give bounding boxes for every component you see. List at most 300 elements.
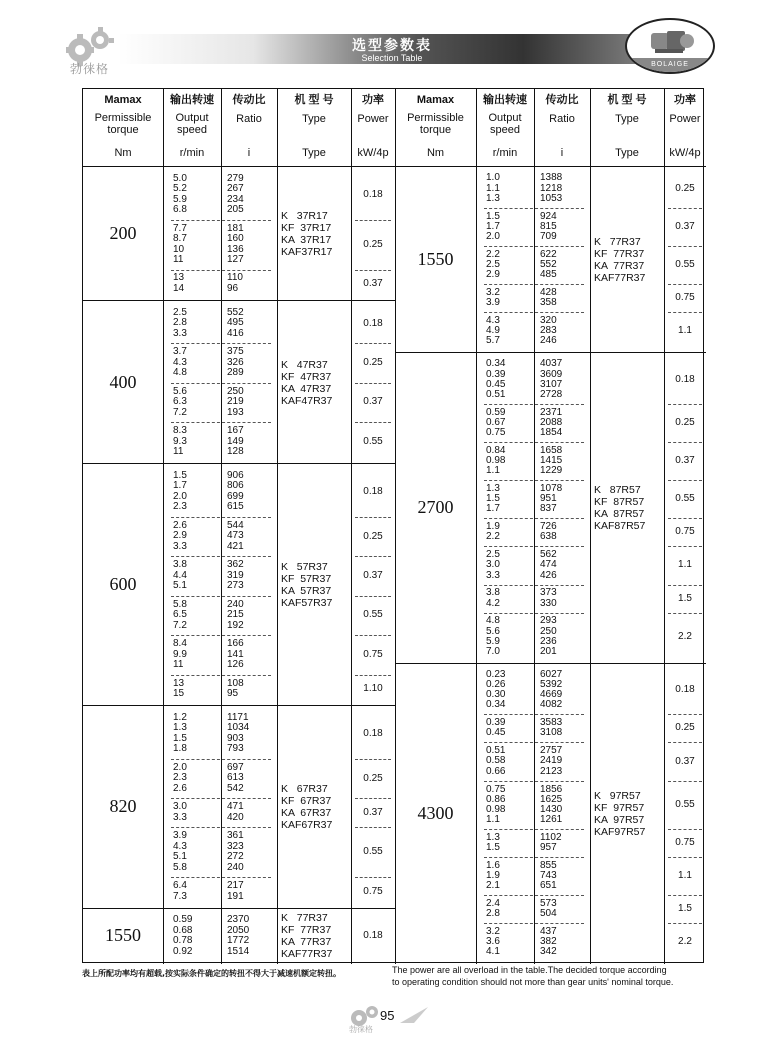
speed-value: 2.9 <box>173 530 187 542</box>
power-value: 2.2 <box>678 936 692 948</box>
type-name: KF 77R37 <box>281 924 332 937</box>
left-torque-block-1550 <box>83 909 395 964</box>
speed-value: 3.8 <box>486 587 500 599</box>
speed-value: 6.5 <box>173 609 187 621</box>
header-torque-line3: Nm <box>114 147 132 159</box>
power-value: 0.37 <box>675 220 695 232</box>
power-value: 1.5 <box>678 592 692 604</box>
type-name: KF 97R57 <box>594 801 645 814</box>
speed-value: 0.59 <box>486 406 506 418</box>
speed-value: 8.7 <box>173 233 187 245</box>
ratio-value: 126 <box>227 659 244 671</box>
header-power-line2: Power <box>669 113 701 125</box>
type-name: K 77R37 <box>281 912 328 925</box>
header-type-line1: 机 型 号 <box>294 94 334 106</box>
ratio-value: 726 <box>540 521 557 533</box>
power-group <box>83 635 395 674</box>
speed-value: 4.4 <box>173 569 187 581</box>
ratio-value: 215 <box>227 609 244 621</box>
ratio-value: 323 <box>227 840 244 852</box>
ratio-value: 3108 <box>540 727 563 739</box>
torque-value: 2700 <box>417 497 454 518</box>
header-power-line3: kW/4p <box>357 147 389 159</box>
type-name: KF 57R37 <box>281 573 332 586</box>
power-value: 0.55 <box>363 846 383 858</box>
speed-value: 5.6 <box>486 625 500 637</box>
ratio-value: 342 <box>540 946 557 958</box>
power-group <box>395 585 706 613</box>
speed-value: 0.34 <box>486 699 506 711</box>
header-speed-line3: r/min <box>492 147 518 159</box>
header-speed-line2: Output speed <box>488 112 522 136</box>
power-value: 0.18 <box>363 485 383 497</box>
ratio-value: 95 <box>227 688 239 700</box>
power-group <box>83 877 395 906</box>
speed-value: 1.6 <box>486 859 500 871</box>
torque-value: 600 <box>109 574 137 595</box>
power-group <box>395 284 706 312</box>
ratio-value: 2757 <box>540 745 563 757</box>
speed-value: 10 <box>173 243 185 255</box>
power-group <box>395 518 706 546</box>
ratio-value: 382 <box>540 936 557 948</box>
power-value: 0.55 <box>363 609 383 621</box>
speed-value: 5.8 <box>173 598 187 610</box>
ratio-value: 743 <box>540 870 557 882</box>
ratio-value: 615 <box>227 501 244 513</box>
speed-value: 1.5 <box>173 469 187 481</box>
type-name: KAF77R37 <box>594 271 646 284</box>
header-torque-line1: Mamax <box>104 94 142 106</box>
ratio-value: 552 <box>540 258 557 270</box>
type-name: KF 37R17 <box>281 222 332 235</box>
ratio-value: 141 <box>227 648 244 660</box>
brand-badge <box>625 18 715 74</box>
speed-value: 0.67 <box>486 416 506 428</box>
type-name: KF 47R37 <box>281 370 332 383</box>
power-value: 0.55 <box>675 493 695 505</box>
speed-value: 13 <box>173 677 185 689</box>
speed-value: 0.26 <box>486 679 506 691</box>
speed-value: 2.2 <box>486 248 500 260</box>
power-group <box>395 742 706 780</box>
power-value: 0.37 <box>363 569 383 581</box>
speed-value: 11 <box>173 659 184 671</box>
title-chinese: 选型参数表 <box>352 38 432 54</box>
header-torque-line1: Mamax <box>416 94 455 106</box>
ratio-value: 319 <box>227 569 244 581</box>
torque-value: 820 <box>109 796 137 817</box>
speed-value: 2.9 <box>486 269 500 281</box>
power-value: 0.25 <box>363 238 383 250</box>
header-type-line3: Type <box>615 147 639 159</box>
ratio-value: 2371 <box>540 406 563 418</box>
page-number: 95 <box>380 1008 395 1023</box>
type-name: KAF97R57 <box>594 825 646 838</box>
ratio-value: 906 <box>227 469 244 481</box>
speed-value: 1.2 <box>173 711 187 723</box>
power-group <box>83 911 395 961</box>
ratio-value: 201 <box>540 645 557 657</box>
type-name: KAF87R57 <box>594 520 646 533</box>
speed-value: 0.58 <box>486 755 506 767</box>
ratio-value: 1388 <box>540 172 563 184</box>
power-group <box>83 827 395 877</box>
speed-value: 3.2 <box>486 926 500 938</box>
power-value: 2.2 <box>678 630 692 642</box>
speed-value: 3.0 <box>486 559 500 571</box>
speed-value: 1.9 <box>486 870 500 882</box>
speed-value: 0.66 <box>486 765 506 777</box>
ratio-value: 426 <box>540 569 557 581</box>
speed-value: 2.0 <box>173 490 187 502</box>
ratio-value: 205 <box>227 204 244 216</box>
left-torque-block-400 <box>83 301 395 464</box>
power-group <box>395 404 706 442</box>
speed-value: 8.3 <box>173 425 187 437</box>
speed-value: 5.0 <box>173 172 187 184</box>
type-name: KA 87R57 <box>594 508 645 521</box>
ratio-value: 420 <box>227 811 244 823</box>
speed-value: 1.9 <box>486 521 500 533</box>
speed-value: 1.3 <box>486 192 500 204</box>
power-group <box>83 759 395 798</box>
ratio-value: 110 <box>227 272 243 284</box>
speed-value: 0.39 <box>486 717 506 729</box>
power-value: 1.1 <box>678 559 692 571</box>
speed-value: 7.2 <box>173 406 187 418</box>
power-group <box>395 666 706 714</box>
power-value: 1.1 <box>678 325 692 337</box>
ratio-value: 283 <box>540 325 557 337</box>
speed-value: 2.0 <box>173 761 187 773</box>
speed-value: 2.8 <box>486 908 500 920</box>
speed-value: 8.4 <box>173 638 187 650</box>
speed-value: 4.8 <box>486 615 500 627</box>
power-value: 0.55 <box>363 435 383 447</box>
speed-value: 1.5 <box>486 210 500 222</box>
power-group <box>83 798 395 827</box>
power-value: 0.37 <box>363 806 383 818</box>
power-group <box>395 613 706 661</box>
power-group <box>395 895 706 923</box>
power-group <box>395 546 706 584</box>
ratio-value: 240 <box>227 861 244 873</box>
speed-value: 1.7 <box>486 503 500 515</box>
ratio-value: 1078 <box>540 483 563 495</box>
ratio-value: 4082 <box>540 699 563 711</box>
power-group <box>83 383 395 422</box>
speed-value: 2.2 <box>486 531 500 543</box>
ratio-value: 2728 <box>540 388 563 400</box>
speed-value: 1.1 <box>486 813 500 825</box>
ratio-value: 167 <box>227 425 244 437</box>
power-value: 0.18 <box>675 684 695 696</box>
speed-value: 0.30 <box>486 689 506 701</box>
note-english-line1: The power are all overload in the table.The decided torque according <box>392 965 667 975</box>
power-value: 0.25 <box>675 182 695 194</box>
ratio-value: 709 <box>540 230 557 242</box>
power-group <box>395 781 706 829</box>
ratio-value: 1034 <box>227 722 250 734</box>
title-english: Selection Table <box>361 53 423 63</box>
speed-value: 3.9 <box>173 830 187 842</box>
ratio-value: 1658 <box>540 444 563 456</box>
ratio-value: 236 <box>540 635 557 647</box>
note-english-line2: to operating condition should not more than gear units' nominal torque. <box>392 977 674 987</box>
ratio-value: 473 <box>227 530 244 542</box>
ratio-value: 267 <box>227 183 244 195</box>
speed-value: 6.3 <box>173 396 187 408</box>
header-speed-line2: Output speed <box>175 112 209 136</box>
power-value: 0.18 <box>363 188 383 200</box>
ratio-value: 293 <box>540 615 557 627</box>
speed-value: 1.5 <box>486 493 500 505</box>
ratio-value: 128 <box>227 446 244 458</box>
power-value: 0.18 <box>675 373 695 385</box>
speed-value: 0.59 <box>173 914 193 926</box>
speed-value: 0.39 <box>486 368 506 380</box>
header-speed-line1: 输出转速 <box>170 94 214 106</box>
header-power-line3: kW/4p <box>669 147 701 159</box>
ratio-value: 1514 <box>227 945 250 957</box>
speed-value: 2.1 <box>486 880 500 892</box>
power-group <box>83 422 395 461</box>
ratio-value: 160 <box>227 233 244 245</box>
power-value: 0.18 <box>363 930 383 942</box>
type-name: K 57R37 <box>281 561 328 574</box>
ratio-value: 638 <box>540 531 557 543</box>
speed-value: 1.3 <box>486 483 500 495</box>
power-value: 0.75 <box>675 292 695 304</box>
ratio-value: 421 <box>227 540 244 552</box>
speed-value: 6.8 <box>173 204 187 216</box>
header-torque-line3: Nm <box>426 147 445 159</box>
power-group <box>395 829 706 857</box>
ratio-value: 3107 <box>540 378 563 390</box>
speed-value: 3.3 <box>486 569 500 581</box>
speed-value: 3.3 <box>173 327 187 339</box>
header-ratio-line2: Ratio <box>236 113 262 125</box>
speed-value: 7.7 <box>173 222 187 234</box>
ratio-value: 136 <box>227 243 244 255</box>
speed-value: 11 <box>173 446 184 458</box>
speed-value: 2.8 <box>173 317 187 329</box>
right-torque-block-2700 <box>395 353 706 664</box>
ratio-value: 250 <box>540 625 557 637</box>
type-name: KAF47R37 <box>281 394 333 407</box>
header-ratio-line1: 传动比 <box>545 94 579 106</box>
torque-value: 200 <box>109 223 137 244</box>
speed-value: 15 <box>173 688 185 700</box>
speed-value: 2.0 <box>486 230 500 242</box>
power-group <box>83 220 395 270</box>
speed-value: 3.2 <box>486 286 500 298</box>
type-name: KA 97R57 <box>594 813 645 826</box>
header-power-line2: Power <box>357 113 389 125</box>
header-type-line1: 机 型 号 <box>607 94 647 106</box>
header-type-line2: Type <box>302 113 326 125</box>
ratio-value: 279 <box>227 172 244 184</box>
ratio-value: 544 <box>227 519 244 531</box>
gear-motor-icon <box>649 27 695 57</box>
ratio-value: 4037 <box>540 358 563 370</box>
speed-value: 3.3 <box>173 540 187 552</box>
selection-table <box>82 88 704 963</box>
speed-value: 4.9 <box>486 325 500 337</box>
power-group <box>83 709 395 759</box>
power-value: 0.75 <box>363 885 383 897</box>
page-header <box>0 0 775 84</box>
speed-value: 4.2 <box>486 597 500 609</box>
speed-value: 6.4 <box>173 880 187 892</box>
speed-value: 3.8 <box>173 559 187 571</box>
ratio-value: 815 <box>540 220 557 232</box>
power-group <box>83 517 395 556</box>
power-group <box>395 923 706 961</box>
ratio-value: 837 <box>540 503 557 515</box>
speed-value: 2.3 <box>173 501 187 513</box>
type-name: KAF57R37 <box>281 597 333 610</box>
type-name: KA 77R37 <box>281 936 332 949</box>
ratio-value: 495 <box>227 317 244 329</box>
power-value: 0.75 <box>363 648 383 660</box>
left-torque-block-200 <box>83 167 395 301</box>
ratio-value: 613 <box>227 772 244 784</box>
speed-value: 1.8 <box>173 743 187 755</box>
ratio-value: 552 <box>227 306 244 318</box>
speed-value: 0.98 <box>486 455 506 466</box>
power-value: 0.75 <box>675 837 695 848</box>
power-value: 0.18 <box>363 727 383 739</box>
power-group <box>83 467 395 517</box>
type-name: KA 57R37 <box>281 585 332 598</box>
type-name: K 37R17 <box>281 210 328 223</box>
speed-value: 0.51 <box>486 388 506 400</box>
ratio-value: 166 <box>227 638 244 650</box>
type-name: KA 77R37 <box>594 259 645 272</box>
ratio-value: 250 <box>227 385 244 397</box>
ratio-value: 903 <box>227 732 244 744</box>
header-speed-line1: 输出转速 <box>483 94 527 106</box>
speed-value: 2.6 <box>173 782 187 794</box>
ratio-value: 5392 <box>540 679 563 691</box>
ratio-value: 1229 <box>540 465 563 477</box>
speed-value: 3.7 <box>173 346 187 358</box>
ratio-value: 2419 <box>540 755 563 767</box>
power-group <box>395 714 706 742</box>
type-name: KF 67R37 <box>281 795 332 808</box>
power-group <box>395 480 706 521</box>
torque-value: 1550 <box>417 248 454 269</box>
speed-value: 7.0 <box>486 645 500 657</box>
ratio-value: 485 <box>540 269 557 281</box>
ratio-value: 358 <box>540 297 557 309</box>
power-group <box>83 270 395 299</box>
left-torque-block-820 <box>83 706 395 909</box>
header-type-line2: Type <box>615 113 639 125</box>
speed-value: 4.3 <box>173 840 187 852</box>
power-group <box>395 246 706 284</box>
type-name: KF 87R57 <box>594 496 645 509</box>
ratio-value: 2050 <box>227 924 250 936</box>
ratio-value: 272 <box>227 851 244 863</box>
power-group <box>395 355 706 403</box>
power-value: 0.25 <box>363 530 383 542</box>
speed-value: 5.9 <box>173 193 187 205</box>
speed-value: 2.3 <box>173 772 187 784</box>
speed-value: 0.98 <box>486 803 506 815</box>
type-name: K 77R37 <box>594 235 641 248</box>
ratio-value: 2123 <box>540 765 563 777</box>
speed-value: 0.78 <box>173 935 193 947</box>
type-name: KAF77R37 <box>281 948 333 961</box>
ratio-value: 193 <box>227 406 244 418</box>
header-ratio-line3: i <box>560 147 564 159</box>
header-power-line1: 功率 <box>362 94 384 106</box>
speed-value: 5.2 <box>173 183 187 195</box>
power-group <box>83 170 395 223</box>
speed-value: 3.0 <box>173 801 187 813</box>
power-value: 1.5 <box>678 903 692 915</box>
torque-value: 1550 <box>105 925 141 946</box>
speed-value: 5.6 <box>173 385 187 397</box>
speed-value: 2.5 <box>173 306 187 318</box>
type-name: K 47R37 <box>281 358 328 371</box>
ratio-value: 181 <box>227 222 244 234</box>
ratio-value: 326 <box>227 356 244 368</box>
speed-value: 0.86 <box>486 793 506 805</box>
ratio-value: 192 <box>227 619 244 631</box>
ratio-value: 416 <box>227 327 244 339</box>
ratio-value: 96 <box>227 282 239 294</box>
ratio-value: 1430 <box>540 803 563 815</box>
speed-value: 1.3 <box>486 831 500 843</box>
ratio-value: 108 <box>227 677 244 689</box>
brand-name: 勃徕格 <box>70 62 110 76</box>
power-value: 0.37 <box>363 277 383 289</box>
header-ratio-line1: 传动比 <box>232 94 266 106</box>
ratio-value: 504 <box>540 908 557 920</box>
speed-value: 7.2 <box>173 619 187 631</box>
ratio-value: 219 <box>227 396 244 408</box>
ratio-value: 246 <box>540 335 557 347</box>
speed-value: 0.51 <box>486 745 506 757</box>
ratio-value: 1171 <box>227 711 249 723</box>
ratio-value: 273 <box>227 580 244 592</box>
speed-value: 1.5 <box>173 732 187 744</box>
header-ratio-line3: i <box>247 147 251 159</box>
power-value: 0.18 <box>363 317 383 329</box>
speed-value: 4.3 <box>486 315 500 327</box>
speed-value: 1.3 <box>173 722 187 734</box>
speed-value: 2.4 <box>486 898 500 910</box>
header-ratio-line2: Ratio <box>549 113 575 125</box>
ratio-value: 622 <box>540 248 557 260</box>
page-arrow-icon <box>400 1005 430 1025</box>
ratio-value: 375 <box>227 346 244 358</box>
ratio-value: 191 <box>227 890 244 902</box>
type-name: K 67R37 <box>281 783 328 796</box>
type-name: KA 37R17 <box>281 234 332 247</box>
torque-value: 4300 <box>417 802 454 823</box>
type-name: KF 77R37 <box>594 247 645 260</box>
speed-value: 3.6 <box>486 936 500 948</box>
right-torque-block-4300 <box>395 664 706 964</box>
ratio-value: 924 <box>540 210 557 222</box>
speed-value: 7.3 <box>173 890 187 902</box>
power-group <box>395 170 706 208</box>
